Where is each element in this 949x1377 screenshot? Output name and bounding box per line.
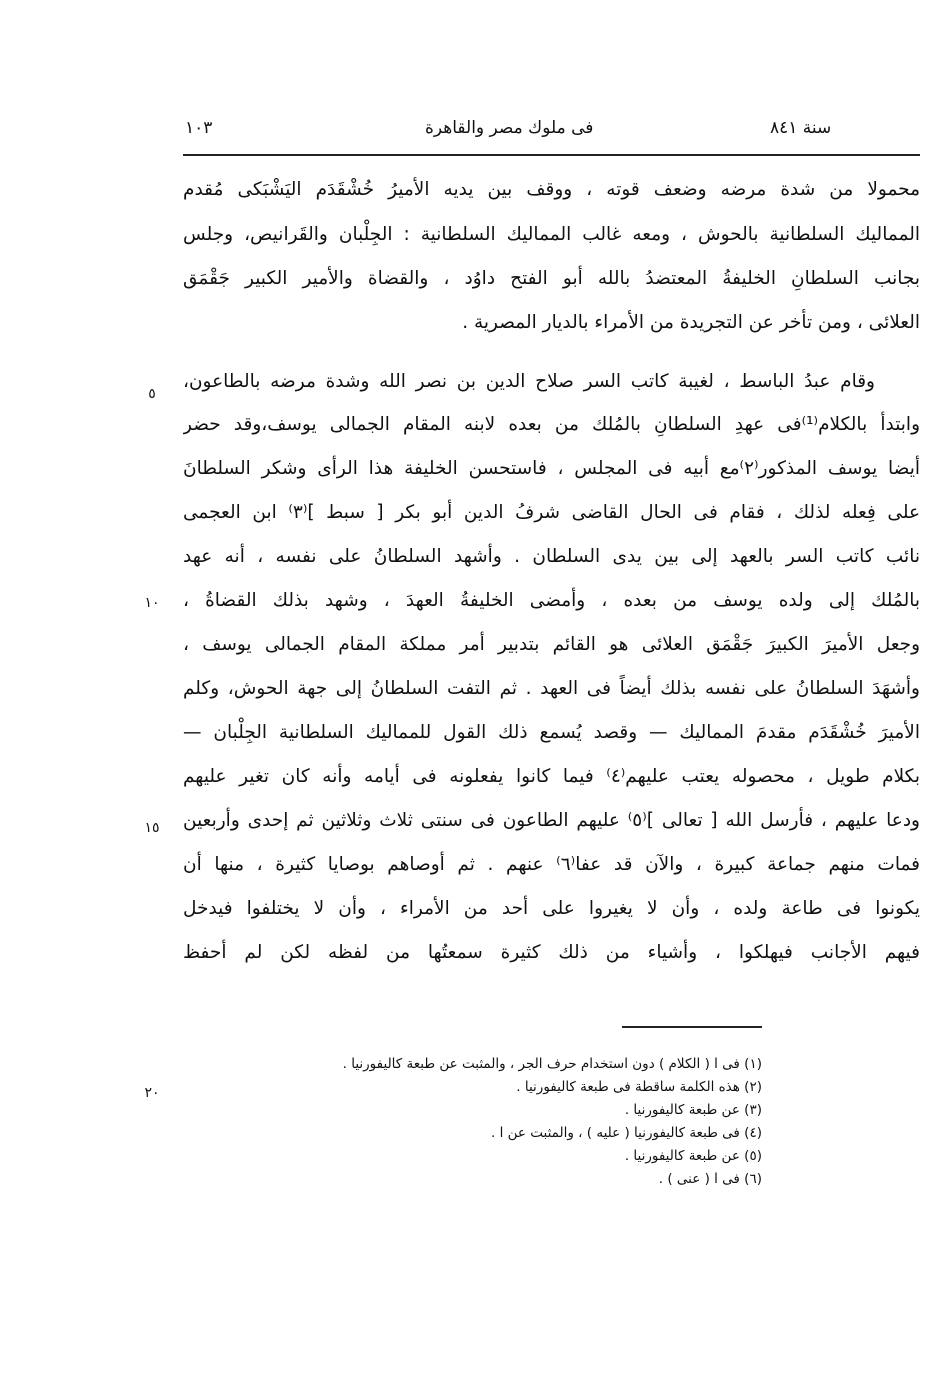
footnote: (٤) فى طبعة كاليفورنيا ( عليه ) ، والمثبت عن ا . — [491, 1125, 762, 1141]
text-line: بالمُلك إلى ولده يوسف من بعده ، وأمضى الخليفةُ العهدَ ، وشهد بذلك القضاةُ ، — [183, 590, 920, 611]
text-line: ودعا عليهم ، فأرسل الله [ تعالى ]⁽٥⁾ عليهم الطاعون فى سنتى ثلاث وثلاثين ثم إحدى وأربعين — [183, 810, 920, 831]
text-line: وابتدأ بالكلام⁽¹⁾فى عهدِ السلطانِ بالمُلك من بعده لابنه المقام الجمالى يوسف،وقد حضر — [183, 414, 920, 435]
text-line: وقام عبدُ الباسط ، لغيبة كاتب السر صلاح الدين بن نصر الله وشدة مرضه بالطاعون، — [183, 371, 875, 392]
running-header-title: فى ملوك مصر والقاهرة — [425, 118, 594, 138]
text-line: الأميرَ خُشْقَدَم مقدمَ المماليك — وقصد يُسمع ذلك القول للمماليك السلطانية الجِلْبان — — [183, 722, 920, 743]
text-line: محمولا من شدة مرضه وضعف قوته ، ووقف بين يديه الأميرُ خُشْقَدَم اليَشْبَكى مُقدم — [183, 179, 920, 200]
text-line: وجعل الأميرَ الكبيرَ جَقْمَق العلائى هو القائم بتدبير أمر مملكة المقام الجمالى يوسف ، — [183, 634, 920, 655]
line-number-15: ١٥ — [144, 820, 160, 836]
text-line: يكونوا فى طاعة ولده ، وأن لا يغيروا على أحد من الأمراء ، وأن لا يختلفوا فيدخل — [183, 898, 920, 919]
text-line: المماليك السلطانية بالحوش ، ومعه غالب المماليك السلطانية : الجِلْبان والقَرانيص، وجلس — [183, 224, 920, 245]
text-line: بجانب السلطانِ الخليفةُ المعتضدُ بالله أبو الفتح داوُد ، والقضاة والأمير الكبير جَقْمَق — [183, 268, 920, 289]
page-number: ١٠٣ — [185, 118, 213, 138]
footnote: (٣) عن طبعة كاليفورنيا . — [624, 1102, 762, 1118]
text-line: بكلام طويل ، محصوله يعتب عليهم⁽٤⁾ فيما كانوا يفعلونه فى أيامه وأنه كان تغير عليهم — [183, 766, 920, 787]
footnote: (٦) فى ا ( عنى ) . — [658, 1171, 762, 1187]
footnote: (٢) هذه الكلمة ساقطة فى طبعة كاليفورنيا . — [516, 1079, 762, 1095]
line-number-10: ١٠ — [144, 595, 160, 611]
footnote: (٥) عن طبعة كاليفورنيا . — [624, 1148, 762, 1164]
text-line: فمات منهم جماعة كبيرة ، والآن قد عفا⁽٦⁾ عنهم . ثم أوصاهم بوصايا كثيرة ، منها أن — [183, 854, 920, 875]
text-line: العلائى ، ومن تأخر عن التجريدة من الأمراء بالديار المصرية . — [462, 312, 920, 333]
footnote-rule — [622, 1026, 762, 1028]
line-number-20: ٢٠ — [144, 1085, 160, 1101]
text-line: وأشهَدَ السلطانُ على نفسه بذلك أيضاً فى العهد . ثم التفت السلطانُ إلى جهة الحوش، وكلم — [183, 678, 920, 699]
line-number-5: ٥ — [148, 386, 156, 402]
text-line: فيهم الأجانب فيهلكوا ، وأشياء من ذلك كثيرة سمعتُها من لفظه لكن لم أحفظ — [183, 942, 920, 963]
running-header-year: سنة ٨٤١ — [770, 118, 832, 138]
header-rule — [183, 154, 920, 156]
text-line: على فِعله لذلك ، فقام فى الحال القاضى شرفُ الدين أبو بكر [ سبط ]⁽٣⁾ ابن العجمى — [183, 502, 920, 523]
footnote: (١) فى ا ( الكلام ) دون استخدام حرف الجر ، والمثبت عن طبعة كاليفورنيا . — [342, 1056, 762, 1072]
text-line: أيضا يوسف المذكور⁽٢⁾مع أبيه فى المجلس ، فاستحسن الخليفة هذا الرأى وشكر السلطانَ — [183, 458, 920, 479]
text-line: نائب كاتب السر بالعهد إلى بين يدى السلطان . وأشهد السلطانُ على نفسه ، أنه عهد — [183, 546, 920, 567]
